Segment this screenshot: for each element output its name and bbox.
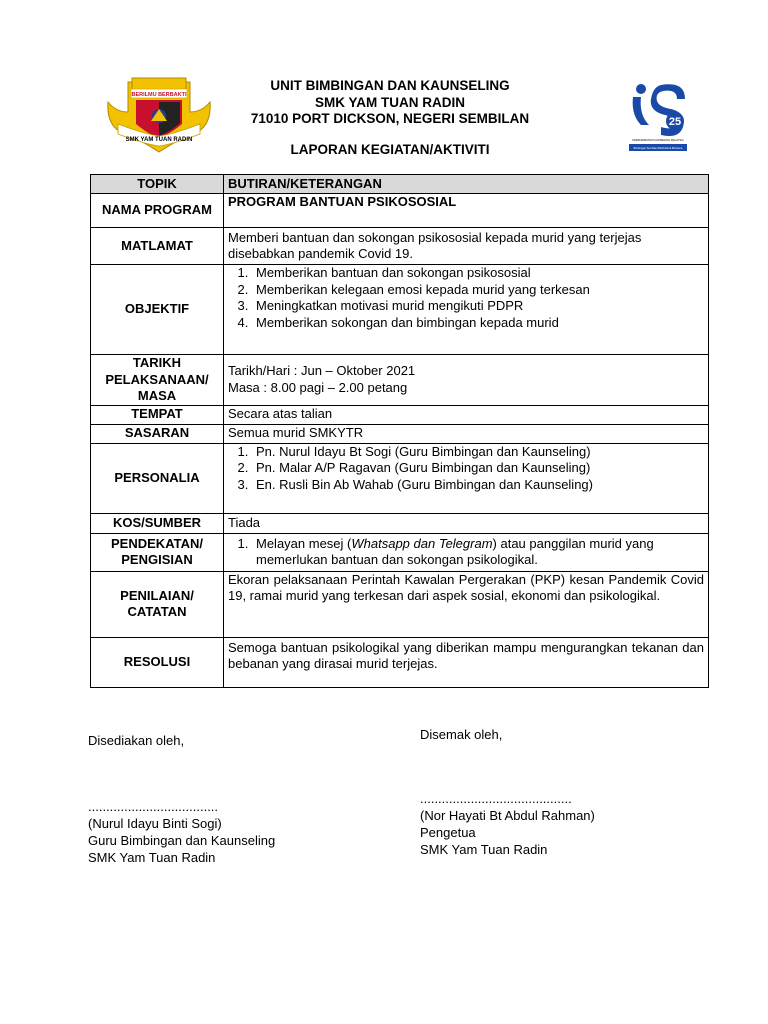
list-item: 1. Pn. Nurul Idayu Bt Sogi (Guru Bimbingan dan Kaunseling): [252, 444, 704, 461]
list-item: [252, 536, 704, 569]
checker-role: Pengetua: [420, 825, 476, 840]
label-objektif: OBJEKTIF: [91, 265, 224, 355]
list-item: 3. En. Rusli Bin Ab Wahab (Guru Bimbingan dan Kaunseling): [252, 477, 704, 494]
report-title: LAPORAN KEGIATAN/AKTIVITI: [290, 142, 490, 157]
crest-school-name: SMK YAM TUAN RADIN: [125, 137, 193, 143]
checker-school: SMK Yam Tuan Radin: [420, 842, 548, 857]
label-kos: KOS/SUMBER: [91, 513, 224, 533]
value-tarikh: [224, 355, 709, 406]
logo-caption: PERKHIDMATAN KAUNSELING MALAYSIA: [632, 139, 684, 142]
pendekatan-text-post: ) atau panggilan murid yang memerlukan bantuan dan sokongan psikologikal.: [256, 535, 654, 567]
header-address: 71010 PORT DICKSON, NEGERI SEMBILAN: [250, 111, 530, 126]
list-item: 4. Memberikan sokongan dan bimbingan kepada murid: [252, 315, 704, 332]
row-sasaran: [91, 424, 709, 443]
row-objektif: [91, 265, 709, 355]
logo-25-text: 25: [668, 116, 682, 128]
label-matlamat: MATLAMAT: [91, 228, 224, 265]
label-tempat: TEMPAT: [91, 405, 224, 424]
checked-by-heading: Disemak oleh,: [420, 727, 503, 742]
header-unit: UNIT BIMBINGAN DAN KAUNSELING: [270, 78, 510, 93]
row-kos: [91, 513, 709, 533]
value-penilaian: Ekoran pelaksanaan Perintah Kawalan Pergerakan (PKP) kesan Pandemik Covid 19, ramai murid yang terkesan dari aspek sosial, ekonomi dan psikologikal.: [224, 571, 709, 637]
label-pendekatan: PENDEKATAN/ PENGISIAN: [91, 533, 224, 571]
row-penilaian: [91, 571, 709, 637]
prepared-by-heading: Disediakan oleh,: [88, 733, 185, 748]
label-penilaian: PENILAIAN/ CATATAN: [91, 571, 224, 637]
counselling-25-logo: [627, 77, 689, 153]
table-header-row: [91, 175, 709, 194]
row-tarikh: [91, 355, 709, 406]
pendekatan-list: [228, 536, 704, 569]
pendekatan-apps: Whatsapp dan Telegram: [351, 535, 493, 551]
row-personalia: [91, 443, 709, 513]
pendekatan-text-pre: Melayan mesej (: [256, 535, 352, 551]
preparer-name: (Nurul Idayu Binti Sogi): [88, 816, 222, 831]
signature-line: ..........................................: [420, 791, 572, 806]
list-item: 1. Memberikan bantuan dan sokongan psikososial: [252, 265, 704, 282]
label-tarikh: TARIKH PELAKSANAAN/ MASA: [91, 355, 224, 406]
value-resolusi: Semoga bantuan psikologikal yang diberikan mampu mengurangkan tekanan dan bebanan yang dirasai murid terjejas.: [224, 637, 709, 687]
logo-banner-text: Bimbingan Sembilan Berkhidmat Bersama: [633, 147, 683, 150]
value-tempat: Secara atas talian: [224, 405, 709, 424]
header-school: SMK YAM TUAN RADIN: [314, 94, 465, 110]
crest-motto: BERILMU BERBAKTI: [131, 92, 187, 98]
tarikh-time: Masa : 8.00 pagi – 2.00 petang: [228, 379, 408, 395]
personalia-list: [228, 444, 704, 494]
report-table: [90, 174, 709, 688]
school-header: [180, 78, 600, 128]
value-pendekatan: [224, 533, 709, 571]
objektif-list: [228, 265, 704, 331]
row-matlamat: [91, 228, 709, 265]
preparer-school: SMK Yam Tuan Radin: [88, 850, 216, 865]
tarikh-date: Tarikh/Hari : Jun – Oktober 2021: [228, 363, 416, 379]
label-personalia: PERSONALIA: [91, 443, 224, 513]
value-nama-program: PROGRAM BANTUAN PSIKOSOSIAL: [224, 194, 709, 228]
value-matlamat: Memberi bantuan dan sokongan psikososial kepada murid yang terjejas disebabkan pandemik Covid 19.: [224, 228, 709, 265]
row-nama-program: [91, 194, 709, 228]
header-butiran: BUTIRAN/KETERANGAN: [224, 175, 709, 194]
prepared-by-block: [88, 798, 275, 866]
label-nama-program: NAMA PROGRAM: [91, 194, 224, 228]
list-item: 2. Memberikan kelegaan emosi kepada murid yang terkesan: [252, 282, 704, 299]
value-kos: Tiada: [224, 513, 709, 533]
checked-by-block: [420, 790, 595, 858]
signature-line: ....................................: [88, 799, 219, 814]
row-pendekatan: [91, 533, 709, 571]
preparer-role: Guru Bimbingan dan Kaunseling: [88, 833, 276, 848]
header-topik: TOPIK: [91, 175, 224, 194]
list-item: 2. Pn. Malar A/P Ragavan (Guru Bimbingan dan Kaunseling): [252, 460, 704, 477]
row-tempat: [91, 405, 709, 424]
value-sasaran: Semua murid SMKYTR: [224, 424, 709, 443]
list-item: 3. Meningkatkan motivasi murid mengikuti PDPR: [252, 298, 704, 315]
checker-name: (Nor Hayati Bt Abdul Rahman): [420, 808, 595, 823]
value-personalia: [224, 443, 709, 513]
label-resolusi: RESOLUSI: [91, 637, 224, 687]
row-resolusi: [91, 637, 709, 687]
value-objektif: [224, 265, 709, 355]
label-sasaran: SASARAN: [91, 424, 224, 443]
